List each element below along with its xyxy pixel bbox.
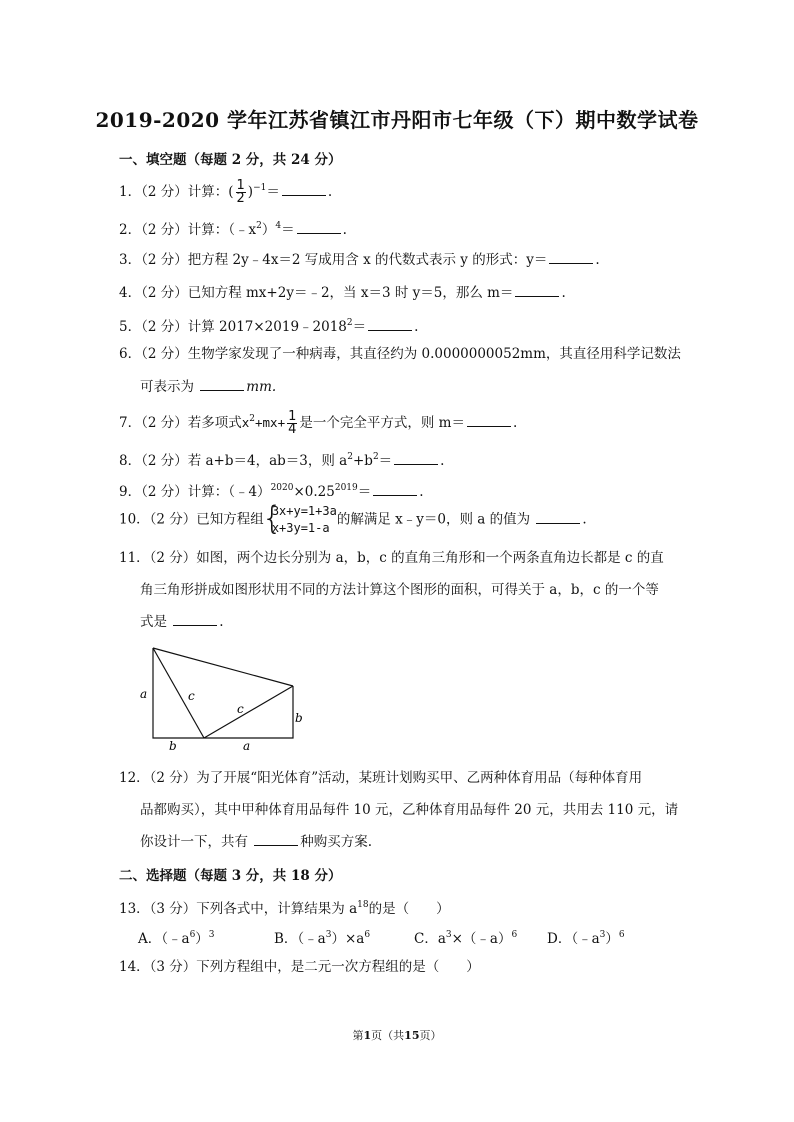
option-b[interactable]: B．$(﹣a^3)\times a^6$ — [274, 930, 371, 947]
answer-blank — [368, 329, 412, 331]
answer-blank — [282, 194, 326, 196]
answer-blank — [536, 522, 580, 524]
question-10: 10．（2 分）已知方程组 { 3x+y=1+3a x+3y=1-a 的解满足 x﹣y＝0，则 a 的值为 . — [119, 499, 587, 537]
q1-fraction: $\frac{1}{2}$ — [236, 178, 245, 206]
question-5: 5．（2 分）计算 $2017\times 2019﹣2018^2=$ . — [119, 318, 419, 335]
option-d[interactable]: D．$(﹣a^3)^6$ — [547, 930, 625, 947]
page-footer: 第1页（共15页） — [352, 1029, 442, 1042]
question-9: 9．（2 分）计算：$(﹣4)^{2020}\times 0.25^{2019}=$ . — [119, 483, 424, 500]
answer-blank — [173, 624, 217, 626]
page-title: 2019-2020 学年江苏省镇江市丹阳市七年级（下）期中数学试卷 — [95, 108, 699, 132]
section-heading-fill-blank: 一、填空题（每题 2 分，共 24 分） — [119, 152, 342, 168]
label-c-left: c — [188, 689, 195, 703]
question-14: 14．（3 分）下列方程组中，是二元一次方程组的是（ ） — [119, 959, 480, 975]
label-b-right: b — [295, 711, 303, 725]
option-a[interactable]: A．$(﹣a^6)^3$ — [138, 930, 215, 947]
answer-blank — [297, 232, 341, 234]
question-12: 12．（2 分）为了开展“阳光体育”活动，某班计划购买甲、乙两种体育用品（每种体育用 品都购买），其中甲种体育用品每件 10 元，乙种体育用品每件 20 元，共用去 110 元，请 你设计一下，共有 种购买方案. — [119, 770, 679, 850]
question-2: 2．（2 分）计算：$(﹣x^2)^4=$ . — [119, 221, 347, 238]
label-a-left: a — [140, 687, 148, 701]
question-6: 6．（2 分）生物学家发现了一种病毒，其直径约为 0.0000000052mm，其直径用科学记数法 可表示为 mm. — [119, 346, 681, 395]
label-a-bottom: a — [243, 739, 251, 752]
answer-blank — [200, 389, 244, 391]
geometry-figure — [134, 642, 309, 752]
section-heading-choice: 二、选择题（每题 3 分，共 18 分） — [119, 868, 342, 884]
question-4: 4．（2 分）已知方程 mx+2y＝﹣2，当 x＝3 时 y＝5，那么 m＝ . — [119, 285, 566, 301]
question-13: 13．（3 分）下列各式中，计算结果为 $a^{18}$的是（ ） — [119, 900, 450, 917]
answer-blank — [394, 463, 438, 465]
question-7: 7．（2 分）若多项式$x^2+mx+$ $\frac{1}{4}$ 是一个完全平方式，则 m＝ . — [119, 409, 518, 437]
question-11: 11．（2 分）如图，两个边长分别为 a，b，c 的直角三角形和一个两条直角边长都是 c 的直 角三角形拼成如图形状用不同的方法计算这个图形的面积，可得关于 a，b，c 的一个等 式是 . — [119, 550, 664, 630]
equation-system: { 3x+y=1+3a x+3y=1-a — [261, 499, 337, 537]
answer-blank — [515, 295, 559, 297]
option-c[interactable]: C．$a^3\times(﹣a)^6$ — [414, 930, 518, 947]
question-8: 8．（2 分）若 a+b＝4，ab＝3，则 $a^2+b^2=$ . — [119, 452, 445, 469]
answer-blank — [549, 262, 593, 264]
answer-blank — [373, 494, 417, 496]
label-c-mid: c — [237, 702, 244, 716]
q7-fraction: $\frac{1}{4}$ — [288, 409, 297, 437]
question-1: 1．（2 分）计算：( $\frac{1}{2}$ )$^{-1}$＝ . — [119, 178, 333, 206]
question-3: 3．（2 分）把方程 2y﹣4x＝2 写成用含 x 的代数式表示 y 的形式：y＝ . — [119, 252, 600, 268]
label-b-bottom: b — [169, 739, 177, 752]
answer-blank — [254, 844, 298, 846]
q1-prefix: 1．（2 分）计算：( — [119, 184, 234, 200]
answer-blank — [467, 425, 511, 427]
